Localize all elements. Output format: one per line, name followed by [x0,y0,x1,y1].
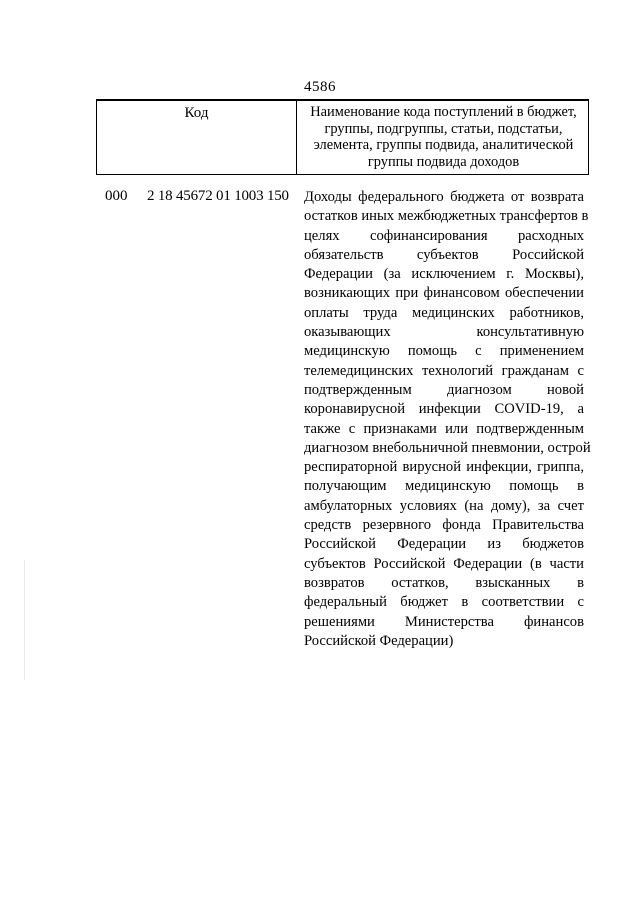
description-line: Российской Федерации из бюджетов [304,536,584,553]
description-line: телемедицинских технологий гражданам с [304,362,584,379]
header-name-column: Наименование кода поступлений в бюджет, группы, подгруппы, статьи, подстатьи, элемента, группы подвида, аналитической группы подвида доходов [310,104,577,170]
description-line: Федерации (за исключением г. Москвы), [304,266,584,283]
description-line: средств резервного фонда Правительства [304,517,584,534]
description-line: решениями Министерства финансов [304,613,584,630]
description-line: подтвержденным диагнозом новой [304,381,584,398]
description-line: Доходы федерального бюджета от возврата [304,189,584,205]
table-header [96,99,589,175]
description-line: оплаты труда медицинских работников, [304,304,584,321]
description-line: диагнозом внебольничной пневмонии, острой [304,439,591,456]
revenue-code: 2 18 45672 01 1003 150 [147,188,289,204]
page-number: 4586 [304,79,336,95]
description-line: возвратов остатков, взысканных в [304,574,584,591]
description-line: получающим медицинскую помощь в [304,478,584,495]
description-line: также с признаками или подтвержденным [304,420,584,437]
description-line: обязательств субъектов Российской [304,246,584,263]
header-code-column: Код [97,101,297,174]
admin-code: 000 [105,188,128,204]
description-line: медицинскую помощь с применением [304,343,584,360]
revenue-description [304,188,591,651]
description-line: субъектов Российской Федерации (в части [304,555,584,572]
description-line: возникающих при финансовом обеспечении [304,285,584,302]
description-line: Российской Федерации) [304,632,454,649]
description-line: целях софинансирования расходных [304,227,584,244]
scan-artifact-line [24,560,25,680]
description-line: оказывающих консультативную [304,324,584,341]
description-line: коронавирусной инфекции COVID-19, а [304,401,584,418]
description-line: амбулаторных условиях (на дому), за счет [304,497,584,514]
description-line: остатков иных межбюджетных трансфертов в [304,208,589,225]
description-line: респираторной вирусной инфекции, гриппа, [304,459,584,476]
description-line: федеральный бюджет в соответствии с [304,594,584,611]
